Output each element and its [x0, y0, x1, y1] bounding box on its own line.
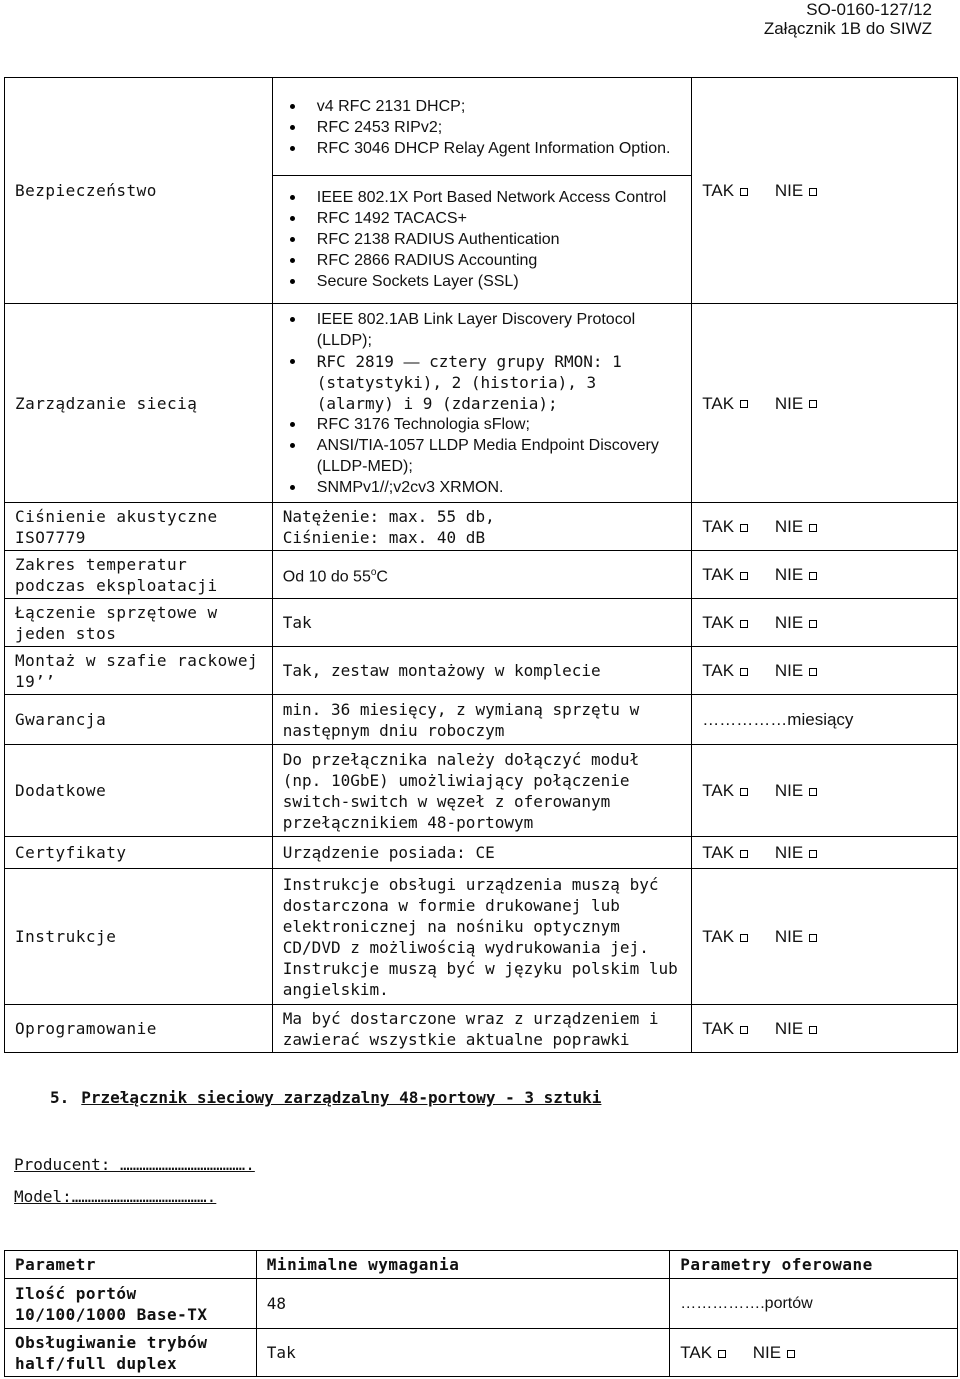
tak-checkbox[interactable]	[740, 620, 748, 628]
col-header-min: Minimalne wymagania	[256, 1251, 669, 1279]
temp-unit: C	[376, 568, 388, 586]
row-label-extra: Dodatkowe	[5, 745, 273, 837]
nie-label: NIE	[774, 1019, 804, 1038]
noise-line: Ciśnienie: max. 40 dB	[282, 527, 486, 547]
spec-table	[4, 1250, 958, 1377]
nie-checkbox[interactable]	[809, 850, 817, 858]
list-item: Secure Sockets Layer (SSL)	[317, 271, 682, 292]
producent-field[interactable]: Producent: ………………………………….	[14, 1155, 255, 1174]
noise-value	[272, 503, 692, 551]
cert-option	[692, 837, 958, 869]
row-label-rack: Montaż w szafie rackowej 19’’	[5, 647, 273, 695]
temp-range: Od 10 do 55	[282, 568, 371, 586]
extra-value: Do przełącznika należy dołączyć moduł (np. 10GbE) umożliwiający połączenie switch-switch w węzeł z oferowanym przełącznikiem 48-portowym	[272, 745, 692, 837]
requirements-table	[4, 77, 958, 1053]
rack-value: Tak, zestaw montażowy w komplecie	[272, 647, 692, 695]
mgmt-items	[272, 304, 692, 503]
rack-option	[692, 647, 958, 695]
row-label-mgmt: Zarządzanie siecią	[5, 304, 273, 503]
doc-attachment: Załącznik 1B do SIWZ	[763, 19, 932, 38]
tak-checkbox[interactable]	[740, 400, 748, 408]
nie-checkbox[interactable]	[809, 934, 817, 942]
tak-label: TAK	[680, 1343, 713, 1362]
list-item: RFC 3046 DHCP Relay Agent Information Option.	[317, 138, 682, 159]
noise-line: Natężenie: max. 55 db,	[282, 506, 495, 526]
duplex-value: Tak	[256, 1329, 669, 1377]
noise-option	[692, 503, 958, 551]
list-item: IEEE 802.1AB Link Layer Discovery Protocol (LLDP);	[317, 309, 682, 351]
tak-checkbox[interactable]	[740, 188, 748, 196]
row-label-cert: Certyfikaty	[5, 837, 273, 869]
tak-checkbox[interactable]	[740, 1026, 748, 1034]
nie-checkbox[interactable]	[809, 524, 817, 532]
tak-checkbox[interactable]	[740, 524, 748, 532]
manual-value: Instrukcje obsługi urządzenia muszą być dostarczona w formie drukowanej lub elektronicznej na nośniku optycznym CD/DVD z możliwością wydrukowania jej. Instrukcje muszą być w języku polskim lub angielskim.	[272, 869, 692, 1005]
nie-label: NIE	[774, 181, 804, 200]
nie-label: NIE	[774, 781, 804, 800]
nie-label: NIE	[774, 927, 804, 946]
list-item: RFC 2138 RADIUS Authentication	[317, 229, 682, 250]
tak-label: TAK	[702, 565, 735, 584]
list-item: SNMPv1//;v2cv3 XRMON.	[317, 477, 682, 498]
list-item: ANSI/TIA-1057 LLDP Media Endpoint Discovery (LLDP-MED);	[317, 435, 682, 477]
list-item: RFC 2866 RADIUS Accounting	[317, 250, 682, 271]
tak-label: TAK	[702, 181, 735, 200]
nie-label: NIE	[774, 565, 804, 584]
stack-option	[692, 599, 958, 647]
nie-label: NIE	[774, 661, 804, 680]
warranty-offer[interactable]: ……………miesiący	[692, 695, 958, 745]
cert-value: Urządzenie posiada: CE	[272, 837, 692, 869]
doc-reference: SO-0160-127/12	[806, 0, 932, 19]
row-label-software: Oprogramowanie	[5, 1005, 273, 1053]
tak-label: TAK	[702, 781, 735, 800]
security-option	[692, 78, 958, 304]
tak-label: TAK	[702, 393, 735, 413]
section-number: 5.	[50, 1088, 70, 1107]
ports-value: 48	[256, 1279, 669, 1329]
nie-checkbox[interactable]	[809, 188, 817, 196]
nie-label: NIE	[774, 613, 804, 632]
nie-checkbox[interactable]	[809, 788, 817, 796]
col-header-offer: Parametry oferowane	[670, 1251, 958, 1279]
nie-label: NIE	[774, 393, 804, 413]
duplex-option	[670, 1329, 958, 1377]
software-option	[692, 1005, 958, 1053]
warranty-value: min. 36 miesięcy, z wymianą sprzętu w następnym dniu roboczym	[272, 695, 692, 745]
list-item: RFC 3176 Technologia sFlow;	[317, 414, 682, 435]
row-label-temp: Zakres temperatur podczas eksploatacji	[5, 551, 273, 599]
document-header	[764, 0, 932, 38]
section-heading	[50, 1088, 601, 1107]
row-label-noise: Ciśnienie akustyczne ISO7779	[5, 503, 273, 551]
tak-checkbox[interactable]	[718, 1350, 726, 1358]
tak-checkbox[interactable]	[740, 668, 748, 676]
temp-value	[272, 551, 692, 599]
row-label-manual: Instrukcje	[5, 869, 273, 1005]
tak-checkbox[interactable]	[740, 572, 748, 580]
tak-label: TAK	[702, 843, 735, 862]
nie-checkbox[interactable]	[809, 400, 817, 408]
manual-option	[692, 869, 958, 1005]
security-items-a	[272, 78, 692, 176]
nie-label: NIE	[774, 517, 804, 536]
temp-option	[692, 551, 958, 599]
tak-label: TAK	[702, 1019, 735, 1038]
tak-checkbox[interactable]	[740, 934, 748, 942]
extra-option	[692, 745, 958, 837]
tak-checkbox[interactable]	[740, 788, 748, 796]
section-title: Przełącznik sieciowy zarządzalny 48-portowy - 3 sztuki	[81, 1088, 602, 1107]
model-field[interactable]: Model:…………………………………….	[14, 1187, 217, 1206]
tak-label: TAK	[702, 927, 735, 946]
row-label-stack: Łączenie sprzętowe w jeden stos	[5, 599, 273, 647]
security-items-b	[272, 176, 692, 304]
degree: o	[370, 566, 377, 578]
nie-checkbox[interactable]	[809, 572, 817, 580]
tak-label: TAK	[702, 661, 735, 680]
ports-offer[interactable]: …………….portów	[670, 1279, 958, 1329]
mgmt-option	[692, 304, 958, 503]
software-value: Ma być dostarczone wraz z urządzeniem i zawierać wszystkie aktualne poprawki	[272, 1005, 692, 1053]
row-label-security: Bezpieczeństwo	[5, 78, 273, 304]
nie-label: NIE	[752, 1343, 782, 1362]
list-item: RFC 1492 TACACS+	[317, 208, 682, 229]
list-item: IEEE 802.1X Port Based Network Access Control	[317, 187, 682, 208]
list-item: RFC 2819 ⎯⎯ cztery grupy RMON: 1 (statystyki), 2 (historia), 3 (alarmy) i 9 (zdarzenia);	[317, 351, 682, 414]
nie-checkbox[interactable]	[787, 1350, 795, 1358]
nie-label: NIE	[774, 843, 804, 862]
row-label-warranty: Gwarancja	[5, 695, 273, 745]
ports-label: Ilość portów 10/100/1000 Base-TX	[5, 1279, 257, 1329]
nie-checkbox[interactable]	[809, 620, 817, 628]
list-item: v4 RFC 2131 DHCP;	[317, 96, 682, 117]
stack-value: Tak	[272, 599, 692, 647]
tak-label: TAK	[702, 613, 735, 632]
nie-checkbox[interactable]	[809, 668, 817, 676]
tak-label: TAK	[702, 517, 735, 536]
col-header-param: Parametr	[5, 1251, 257, 1279]
tak-checkbox[interactable]	[740, 850, 748, 858]
duplex-label: Obsługiwanie trybów half/full duplex	[5, 1329, 257, 1377]
list-item: RFC 2453 RIPv2;	[317, 117, 682, 138]
nie-checkbox[interactable]	[809, 1026, 817, 1034]
